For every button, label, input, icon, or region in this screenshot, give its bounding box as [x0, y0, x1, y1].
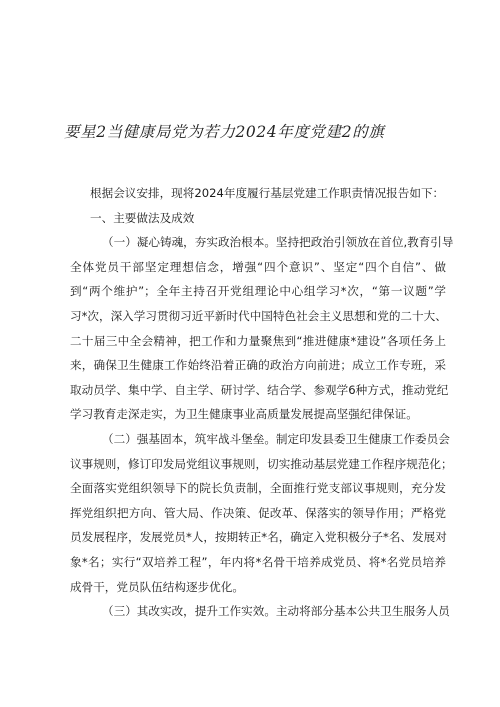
body-line: 成骨干，党员队伍结构逐步优化。 — [70, 579, 244, 594]
body-line: 议事规则，修订印发局党组议事规则，切实推动基层党建工作程序规范化； — [70, 456, 453, 471]
body-line: 取动员学、集中学、自主学、研讨学、结合学、参观学6种方式，推动党纪 — [70, 382, 449, 397]
body-line: 学习教育走深走实，为卫生健康事业高质量发展提高坚强纪律保证。 — [70, 407, 418, 422]
body-line: （二）强基固本，筑牢战斗堡垒。制定印发县委卫生健康工作委员会 — [102, 431, 450, 446]
body-line: 象*名；实行“双培养工程”，年内将*名骨干培养成党员、将*名党员培养 — [70, 554, 446, 569]
body-line: 到“两个维护”；全年主持召开党组理论中心组学习*次，“第一议题”学 — [70, 284, 446, 299]
document-body — [70, 181, 454, 624]
body-line: （一）凝心铸魂，夯实政治根本。坚持把政治引领放在首位,教育引导 — [102, 235, 454, 250]
section-heading: 一、主要做法及成效 — [90, 210, 195, 225]
body-line: 习*次，深入学习贯彻习近平新时代中国特色社会主义思想和党的二十大、 — [70, 308, 447, 323]
body-line: （三）其改实改，提升工作实效。主动将部分基本公共卫生服务人员 — [102, 604, 450, 619]
body-line: 根据会议安排，现将2024年度履行基层党建工作职责情况报告如下： — [90, 186, 445, 200]
body-line: 全体党员干部坚定理想信念，增强“四个意识”、坚定“四个自信”、做 — [70, 259, 446, 274]
body-line: 挥党组织把方向、管大局、作决策、促改革、保落实的领导作用；严格党 — [70, 505, 446, 520]
body-line: 来，确保卫生健康工作始终沿着正确的政治方向前进；成立工作专班，采 — [70, 358, 446, 373]
body-line: 员发展程序，发展党员*人，按期转正*名，确定入党积极分子*名、发展对 — [70, 530, 447, 545]
document-title: 要星2当健康局党为若力2024年度党建2的旗 — [64, 123, 385, 141]
body-line: 二十届三中全会精神，把工作和力量聚焦到“推进健康*建设”各项任务上 — [70, 333, 446, 348]
body-line: 全面落实党组织领导下的院长负责制，全面推行党支部议事规则，充分发 — [70, 481, 446, 496]
